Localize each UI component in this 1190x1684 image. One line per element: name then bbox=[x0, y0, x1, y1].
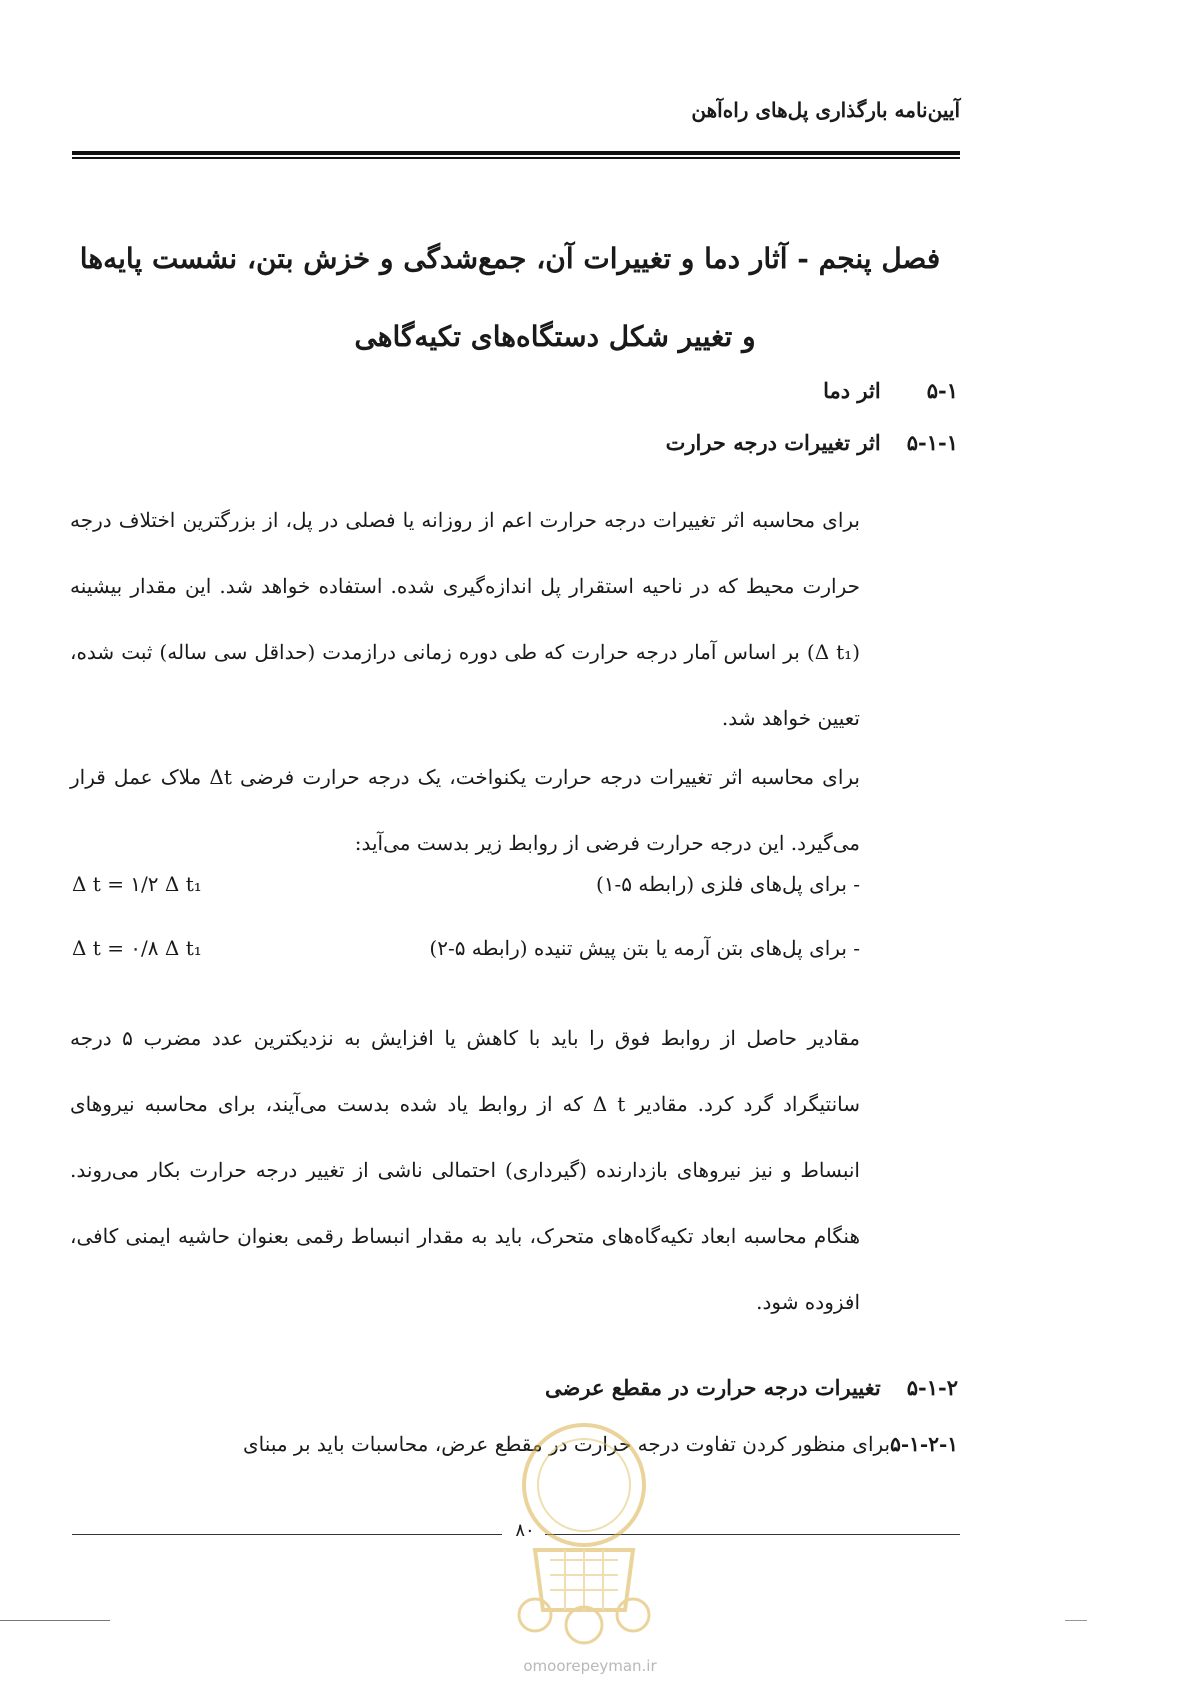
chapter-title bbox=[60, 220, 960, 376]
formula-1-expression: Δ t = ۱/۲ Δ t₁ bbox=[72, 872, 202, 896]
running-head: آیین‌نامه بارگذاری پل‌های راه‌آهن bbox=[691, 98, 960, 122]
paragraph-3: مقادیر حاصل از روابط فوق را باید با کاهش یا افزایش به نزدیکترین عدد مضرب ۵ درجه سانتیگراد گرد کرد. مقادیر Δ t که از روابط یاد شده بدست می‌آیند، برای محاسبه نیروهای انبساط و نیز نیروهای بازدارنده (گیرداری) احتمالی ناشی از تغییر درجه حرارت بکار می‌روند. هنگام محاسبه ابعاد تکیه‌گاه‌های متحرک، باید به مقدار انبساط رقمی بعنوان حاشیه ایمنی کافی، افزوده شود. bbox=[70, 1026, 860, 1314]
paragraph-text: برای منظور کردن تفاوت درجه حرارت در مقطع عرض، محاسبات باید بر مبنای bbox=[243, 1432, 891, 1456]
formula-2-label: - برای پل‌های بتن آرمه یا بتن پیش تنیده (رابطه ۵-۲) bbox=[429, 936, 860, 960]
section-title: اثر دما bbox=[823, 378, 881, 403]
header-rule-thick bbox=[72, 151, 960, 155]
paragraph-2: برای محاسبه اثر تغییرات درجه حرارت یکنواخت، یک درجه حرارت فرضی Δt ملاک عمل قرار می‌گیرد. این درجه حرارت فرضی از روابط زیر بدست می‌آید: bbox=[70, 765, 860, 855]
header-rule-thin bbox=[72, 157, 960, 159]
section-number: ۵-۱-۱ bbox=[906, 430, 958, 455]
margin-mark-right bbox=[1065, 1620, 1087, 1621]
chapter-title-line-2: و تغییر شکل دستگاه‌های تکیه‌گاهی bbox=[354, 320, 756, 353]
section-title: تغییرات درجه حرارت در مقطع عرضی bbox=[545, 1375, 881, 1400]
chapter-title-line-1: فصل پنجم - آثار دما و تغییرات آن، جمع‌شدگی و خزش بتن، نشست پایه‌ها bbox=[79, 242, 941, 275]
formula-1-label: - برای پل‌های فلزی (رابطه ۵-۱) bbox=[595, 872, 860, 896]
section-number: ۵-۱-۲ bbox=[906, 1375, 958, 1400]
watermark-seal-icon bbox=[495, 1410, 673, 1660]
margin-mark-left bbox=[0, 1620, 110, 1621]
section-heading-5-1-1 bbox=[666, 430, 958, 455]
watermark-url: omoorepeyman.ir bbox=[523, 1657, 657, 1675]
section-heading-5-1 bbox=[823, 378, 958, 403]
paragraph-1: برای محاسبه اثر تغییرات درجه حرارت اعم از روزانه یا فصلی در پل، از بزرگترین اختلاف درجه حرارت محیط که در ناحیه استقرار پل اندازه‌گیری شده. استفاده خواهد شد. این مقدار بیشینه (Δ t₁) بر اساس آمار درجه حرارت که طی دوره زمانی درازمدت (حداقل سی ساله) ثبت شده، تعیین خواهد شد. bbox=[70, 508, 860, 730]
section-title: اثر تغییرات درجه حرارت bbox=[665, 430, 881, 455]
paragraph-number: ۵-۱-۲-۱ bbox=[890, 1432, 958, 1456]
section-number: ۵-۱ bbox=[926, 378, 958, 403]
section-heading-5-1-2 bbox=[545, 1375, 958, 1400]
formula-2-expression: Δ t = ۰/۸ Δ t₁ bbox=[72, 936, 202, 960]
footer-rule-left bbox=[72, 1534, 502, 1535]
page-number: ۸۰ bbox=[515, 1520, 535, 1541]
